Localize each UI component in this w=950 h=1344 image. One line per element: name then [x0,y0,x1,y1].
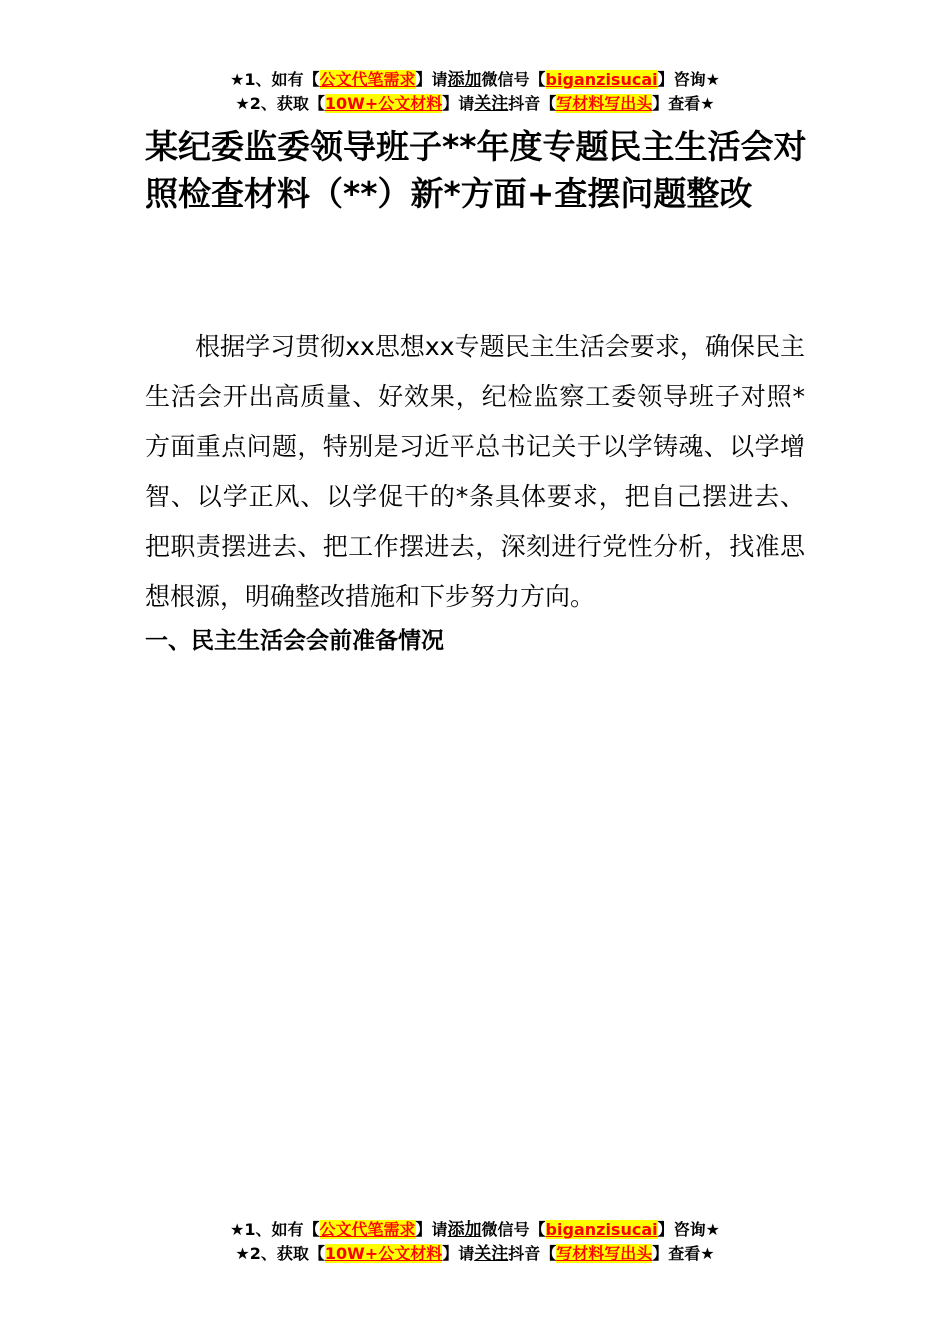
promo-emphasis: 关注 [474,94,509,114]
promo-line-2 [0,1242,950,1266]
document-title: 某纪委监委领导班子**年度专题民主生活会对照检查材料（**）新*方面+查摆问题整改 [145,127,807,213]
promo-text: 】咨询★ [657,1220,720,1239]
promo-highlight: 写材料写出头 [556,1244,653,1263]
promo-text: 】咨询★ [657,70,720,89]
promo-highlight: 写材料写出头 [556,94,653,113]
promo-emphasis: 关注 [474,1244,509,1264]
promo-banner-top [0,68,950,116]
promo-line-1 [0,1218,950,1242]
promo-text: ★2、获取【 [235,94,325,113]
promo-line-2 [0,92,950,116]
promo-emphasis: 添加 [447,1220,482,1240]
promo-highlight: biganzisucai [545,1220,658,1239]
section-heading: 一、民主生活会会前准备情况 [145,628,444,654]
promo-text: 】查看★ [652,94,715,113]
promo-highlight: 10W+公文材料 [324,1244,443,1263]
promo-line-1 [0,68,950,92]
intro-paragraph: 根据学习贯彻xx思想xx专题民主生活会要求，确保民主生活会开出高质量、好效果，纪检监察工委领导班子对照*方面重点问题，特别是习近平总书记关于以学铸魂、以学增智、以学正风、以学促干的*条具体要求，把自己摆进去、把职责摆进去、把工作摆进去，深刻进行党性分析，找准思想根源，明确整改措施和下步努力方向。 [145,332,805,611]
promo-highlight: 公文代笔需求 [319,1220,416,1239]
promo-emphasis: 添加 [447,70,482,90]
promo-highlight: biganzisucai [545,70,658,89]
promo-banner-bottom [0,1218,950,1266]
promo-text: ★2、获取【 [235,1244,325,1263]
promo-text: ★1、如有【 [230,1220,320,1239]
promo-text: 】请 [442,94,475,113]
promo-text: 】请 [442,1244,475,1263]
promo-text: 】请 [415,1220,448,1239]
promo-text: ★1、如有【 [230,70,320,89]
promo-highlight: 公文代笔需求 [319,70,416,89]
promo-text: 微信号【 [481,70,546,89]
promo-text: 】请 [415,70,448,89]
promo-text: 抖音【 [508,94,557,113]
promo-text: 】查看★ [652,1244,715,1263]
promo-highlight: 10W+公文材料 [324,94,443,113]
promo-text: 微信号【 [481,1220,546,1239]
promo-text: 抖音【 [508,1244,557,1263]
